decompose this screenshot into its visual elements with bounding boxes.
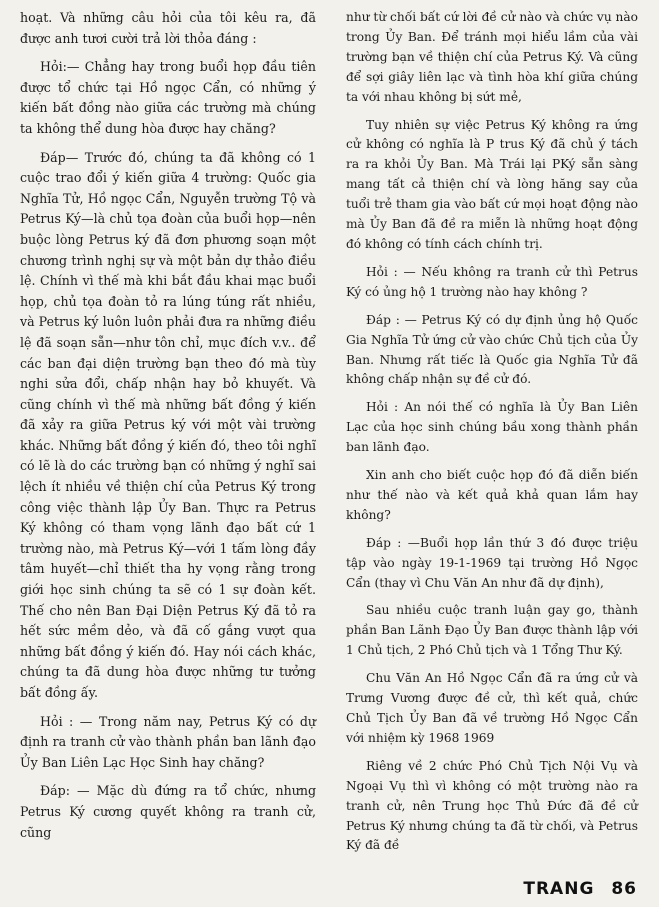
paragraph: như từ chối bất cứ lời đề cử nào và chức vụ nào trong Ủy Ban. Để tránh mọi hiểu lầm của vài trường bạn về thiện chí của Petrus Ký. Và cũng để sợi giây liên lạc và tình hòa khí giữa chúng ta với nhau không bị sứt mẻ, [346, 10, 638, 104]
paragraph: Chu Văn An Hồ Ngọc Cẩn đã ra ứng cử và Trưng Vương được đề cử, thì kết quả, chức Chủ Tịch Ủy Ban đã về trường Hồ Ngọc Cẩn với nhiệm kỳ 1968 1969 [346, 671, 638, 745]
paragraph: Sau nhiều cuộc tranh luận gay go, thành phần Ban Lãnh Đạo Ủy Ban được thành lập với 1 Chủ tịch, 2 Phó Chủ tịch và 1 Tổng Thư Ký. [346, 603, 638, 658]
right-column [346, 8, 638, 864]
page-footer [523, 879, 637, 899]
paragraph: Hỏi : An nói thế có nghĩa là Ủy Ban Liên Lạc của học sinh chúng bầu xong thành phần ban lãnh đạo. [346, 400, 638, 455]
paragraph: Đáp— Trước đó, chúng ta đã không có 1 cuộc trao đổi ý kiến giữa 4 trường: Quốc gia Nghĩa Tử, Hồ ngọc Cẩn, Nguyễn trường Tộ và Petrus Ký—là chủ tọa đoàn của buổi họp—nên buộc lòng Petrus ký đã đơn phương soạn một chương trình nghị sự và một bản dự thảo điều lệ. Chính vì thế mà khi bắt đầu khai mạc buổi họp, chủ tọa đoàn tỏ ra lúng túng rất nhiều, và Petrus ký luôn luôn phải đưa ra những điều lệ đã soạn sẵn—như tôn chỉ, mục đích v.v.. để các ban đại diện trường bạn theo đó mà tùy nghi sửa đổi, chấp nhận hay bỏ khuyết. Và cũng chính vì thế mà những bất đồng ý kiến đã xảy ra giữa Petrus ký với một vài trường khác. Những bất đồng ý kiến đó, theo tôi nghĩ có lẽ là do các trường bạn có những ý nghĩ sai lệch ít nhiều về thiện chí của Petrus Ký trong công việc thành lập Ủy Ban. Thực ra Petrus Ký không có tham vọng lãnh đạo bất cứ 1 trường nào, mà Petrus Ký—với 1 tấm lòng đầy tâm huyết—chỉ thiết tha hy vọng rằng trong giới học sinh chúng ta sẽ có 1 sự đoàn kết. Thế cho nên Ban Đại Diện Petrus Ký đã tỏ ra hết sức mềm dẻo, và đã cố gắng vượt qua những bất đồng ý kiến đó. Hay nói cách khác, chúng ta đã dung hòa được những tư tưởng bất đồng ấy. [20, 149, 316, 700]
paragraph: Hỏi : — Trong năm nay, Petrus Ký có dự định ra tranh cử vào thành phần ban lãnh đạo Ủy Ban Liên Lạc Học Sinh hay chăng? [20, 713, 316, 770]
left-column [20, 8, 316, 851]
paragraph: Đáp: — Mặc dù đứng ra tổ chức, nhưng Petrus Ký cương quyết không ra tranh cử, cũng [20, 783, 316, 840]
paragraph: Xin anh cho biết cuộc họp đó đã diễn biến như thế nào và kết quả khả quan lắm hay không? [346, 468, 638, 522]
paragraph: Hỏi:— Chẳng hay trong buổi họp đầu tiên được tổ chức tại Hồ ngọc Cẩn, có những ý kiến bất đồng nào giữa các trường mà chúng ta không thể dung hòa được hay chăng? [20, 59, 316, 136]
paragraph: hoạt. Và những câu hỏi của tôi kêu ra, đã được anh tươi cười trả lời thỏa đáng : [20, 10, 316, 46]
paragraph: Đáp : — Petrus Ký có dự định ủng hộ Quốc Gia Nghĩa Tử ứng cử vào chức Chủ tịch của Ủy Ban. Nhưng rất tiếc là Quốc gia Nghĩa Tử đã không chấp nhận sự đề cử đó. [346, 312, 638, 387]
paragraph: Riêng về 2 chức Phó Chủ Tịch Nội Vụ và Ngoại Vụ thì vì không có một trường nào ra tranh cử, nên Trung học Thủ Đức đã đề cử Petrus Ký nhưng chúng ta đã từ chối, và Petrus Ký đã đề [346, 758, 638, 853]
paragraph: Đáp : —Buổi họp lần thứ 3 đó được triệu tập vào ngày 19-1-1969 tại trường Hồ Ngọc Cẩn (thay vì Chu Văn An như đã dự định), [346, 535, 638, 590]
page-number: 86 [611, 879, 637, 899]
page-label: TRANG [523, 879, 595, 899]
paragraph: Hỏi : — Nếu không ra tranh cử thì Petrus Ký có ủng hộ 1 trường nào hay không ? [346, 264, 638, 299]
paragraph: Tuy nhiên sự việc Petrus Ký không ra ứng cử không có nghĩa là P trus Ký đã chủ ý tách ra ra khỏi Ủy Ban. Mà Trái lại PKý sẵn sàng mang tất cả thiện chí và lòng hăng say của tuổi trẻ tham gia vào bất cứ mọi hoạt động nào mà Ủy Ban đã đề ra miễn là những hoạt động đó không có tính cách chính trị. [346, 117, 638, 251]
